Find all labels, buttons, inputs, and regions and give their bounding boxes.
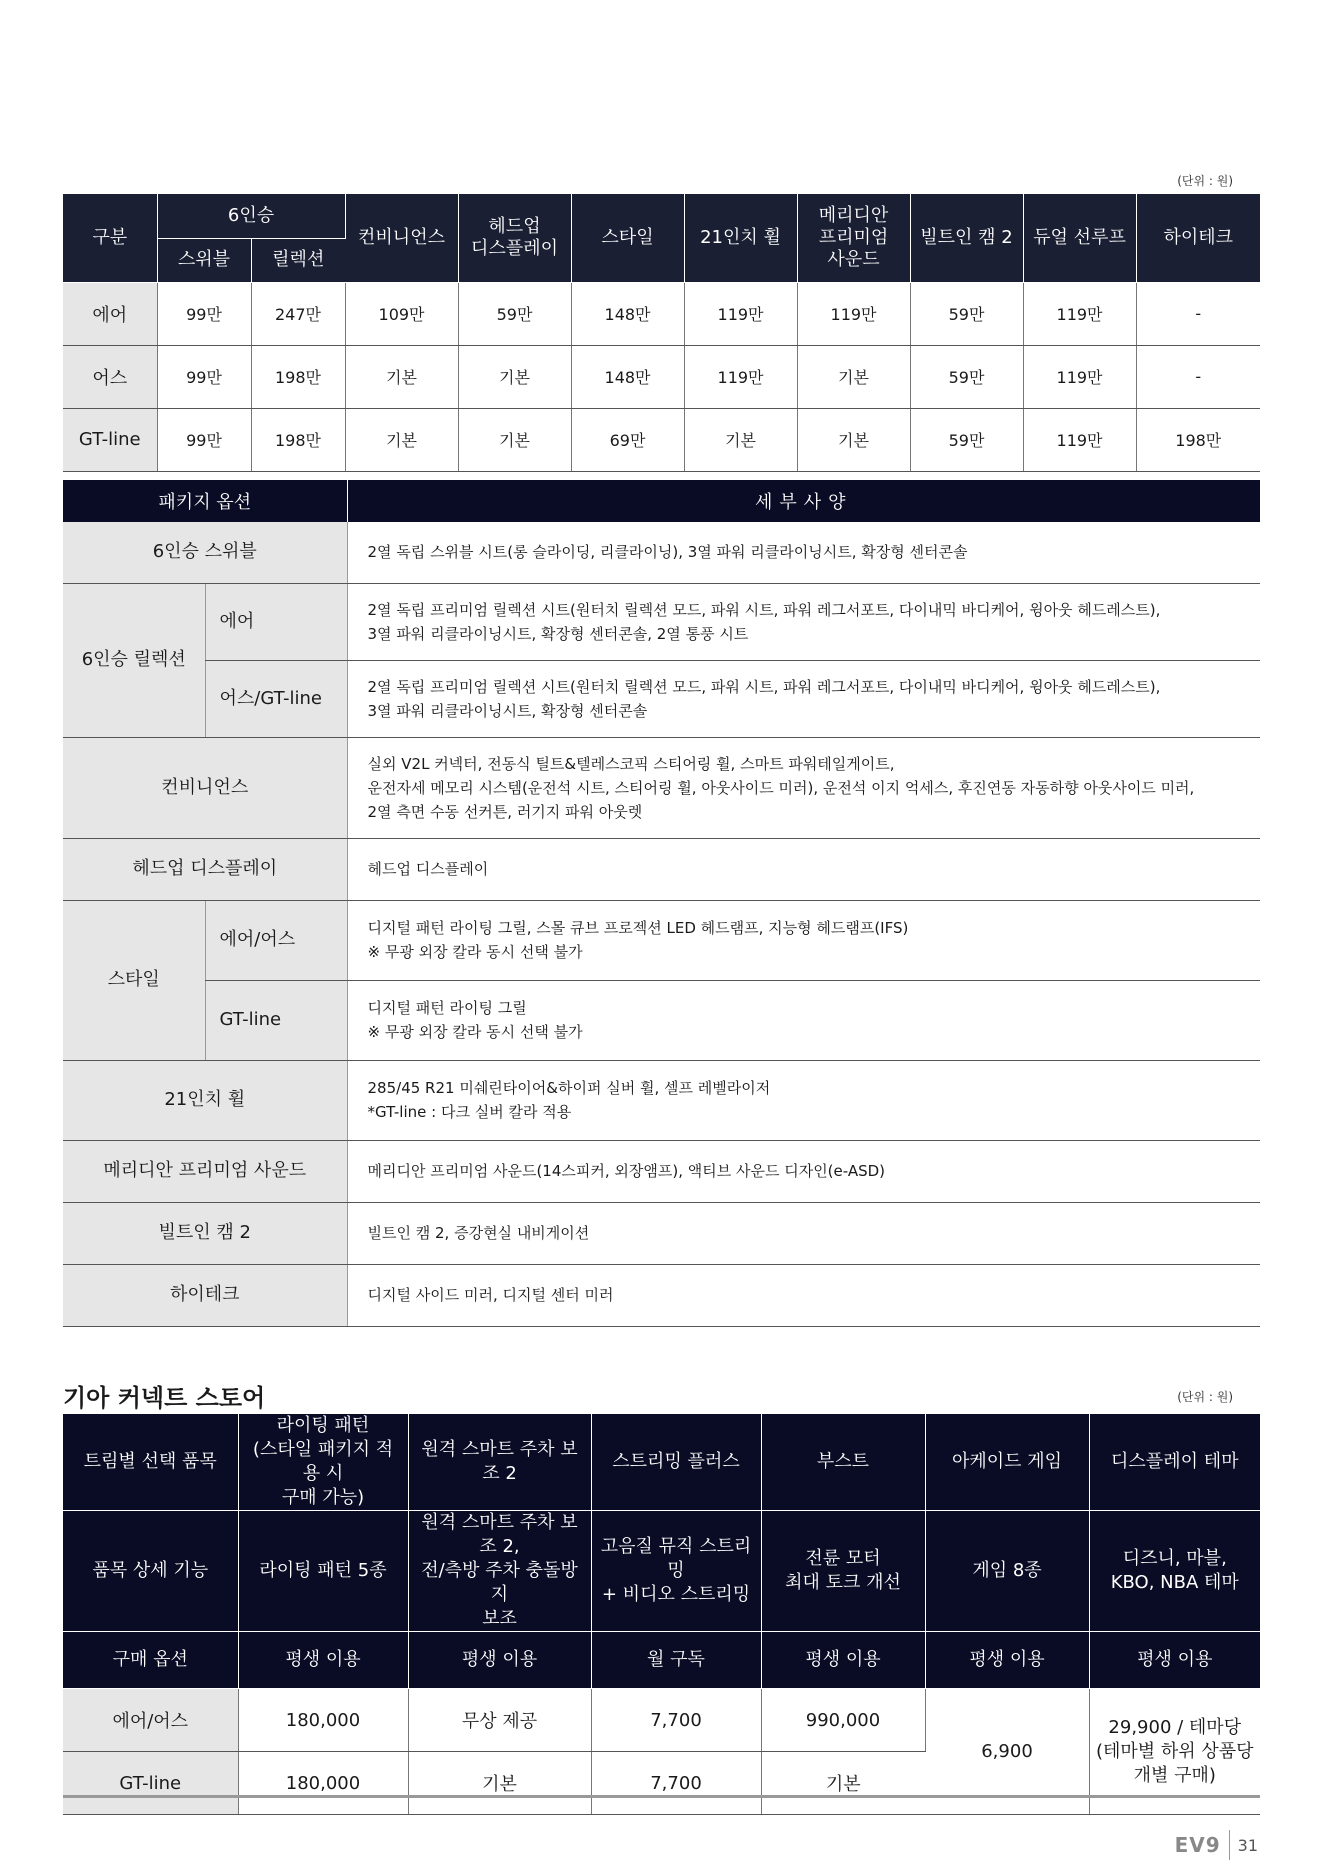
purchase-cell: 평생 이용 bbox=[238, 1632, 408, 1689]
store-title: 기아 커넥트 스토어 bbox=[63, 1384, 266, 1412]
purchase-cell: 평생 이용 bbox=[1089, 1632, 1260, 1689]
price-cell: 69만 bbox=[571, 408, 684, 471]
theme-price: 29,900 / 테마당 (테마별 하위 상품당 개별 구매) bbox=[1089, 1689, 1260, 1815]
table-row bbox=[63, 980, 1260, 1060]
table-row bbox=[63, 345, 1260, 408]
brand-name: EV9 bbox=[1174, 1833, 1221, 1857]
header-swivel: 스위블 bbox=[157, 238, 251, 282]
trim-label: 어스/GT-line bbox=[205, 660, 347, 737]
package-name: 헤드업 디스플레이 bbox=[63, 838, 347, 900]
purchase-cell: 평생 이용 bbox=[925, 1632, 1089, 1689]
price-cell: 247만 bbox=[251, 282, 345, 345]
package-name: 하이테크 bbox=[63, 1264, 347, 1326]
header-relaxation: 릴렉션 bbox=[251, 238, 345, 282]
table-row bbox=[63, 522, 1260, 583]
price-cell: 119만 bbox=[1023, 408, 1136, 471]
trim-label: GT-line bbox=[63, 1752, 238, 1815]
footer-separator bbox=[1229, 1830, 1230, 1860]
package-name: 스타일 bbox=[63, 900, 205, 1060]
purchase-cell: 평생 이용 bbox=[408, 1632, 591, 1689]
price-cell: 59만 bbox=[910, 282, 1023, 345]
trim-label: 에어/어스 bbox=[205, 900, 347, 980]
price-cell: 198만 bbox=[251, 408, 345, 471]
item-streaming: 스트리밍 플러스 bbox=[591, 1414, 761, 1511]
package-detail-table bbox=[63, 480, 1260, 1327]
trim-label: 에어 bbox=[63, 282, 157, 345]
package-detail: 헤드업 디스플레이 bbox=[347, 838, 1260, 900]
package-detail: 디지털 패턴 라이팅 그릴, 스몰 큐브 프로젝션 LED 헤드램프, 지능형 헤드램프(IFS) ※ 무광 외장 칼라 동시 선택 불가 bbox=[347, 900, 1260, 980]
header-package: 패키지 옵션 bbox=[63, 480, 347, 522]
trim-label: 에어/어스 bbox=[63, 1689, 238, 1752]
price-cell: 기본 bbox=[684, 408, 797, 471]
row-label-item: 트림별 선택 품목 bbox=[63, 1414, 238, 1511]
item-parking: 원격 스마트 주차 보조 2 bbox=[408, 1414, 591, 1511]
purchase-cell: 월 구독 bbox=[591, 1632, 761, 1689]
row-label-feature: 품목 상세 기능 bbox=[63, 1511, 238, 1632]
header-hud: 헤드업 디스플레이 bbox=[458, 194, 571, 282]
purchase-cell: 평생 이용 bbox=[761, 1632, 925, 1689]
price-cell: 99만 bbox=[157, 282, 251, 345]
price-cell: 기본 bbox=[797, 345, 910, 408]
package-detail: 2열 독립 스위블 시트(롱 슬라이딩, 리클라이닝), 3열 파워 리클라이닝시트, 확장형 센터콘솔 bbox=[347, 522, 1260, 583]
table-row bbox=[63, 838, 1260, 900]
row-label-purchase: 구매 옵션 bbox=[63, 1632, 238, 1689]
price-cell: 119만 bbox=[1023, 282, 1136, 345]
price-cell: 180,000 bbox=[238, 1752, 408, 1815]
price-cell: - bbox=[1136, 345, 1260, 408]
price-cell: 기본 bbox=[345, 345, 458, 408]
table-row bbox=[63, 1140, 1260, 1202]
price-cell: 119만 bbox=[797, 282, 910, 345]
header-sunroof: 듀얼 선루프 bbox=[1023, 194, 1136, 282]
price-cell: 기본 bbox=[345, 408, 458, 471]
header-detail: 세부사양 bbox=[347, 480, 1260, 522]
table-row bbox=[63, 1202, 1260, 1264]
table-row bbox=[63, 408, 1260, 471]
price-cell: 148만 bbox=[571, 345, 684, 408]
trim-label: 에어 bbox=[205, 583, 347, 660]
package-name: 6인승 릴렉션 bbox=[63, 583, 205, 737]
package-detail: 메리디안 프리미엄 사운드(14스피커, 외장앰프), 액티브 사운드 디자인(e-ASD) bbox=[347, 1140, 1260, 1202]
footer-divider bbox=[63, 1795, 1260, 1798]
feature-cell: 게임 8종 bbox=[925, 1511, 1089, 1632]
package-name: 빌트인 캠 2 bbox=[63, 1202, 347, 1264]
package-name: 메리디안 프리미엄 사운드 bbox=[63, 1140, 347, 1202]
item-boost: 부스트 bbox=[761, 1414, 925, 1511]
table-row bbox=[63, 583, 1260, 660]
table-row bbox=[63, 1689, 1260, 1752]
feature-cell: 고음질 뮤직 스트리밍 + 비디오 스트리밍 bbox=[591, 1511, 761, 1632]
package-detail: 실외 V2L 커넥터, 전동식 틸트&텔레스코픽 스티어링 휠, 스마트 파워테일게이트, 운전자세 메모리 시스템(운전석 시트, 스티어링 휠, 아웃사이드 미러), 운전석 이지 억세스, 후진연동 자동하향 아웃사이드 미러, 2열 측면 수동 선커튼, 러기지 파워 아웃렛 bbox=[347, 737, 1260, 838]
package-detail: 285/45 R21 미쉐린타이어&하이퍼 실버 휠, 셀프 레벨라이저 *GT-line : 다크 실버 칼라 적용 bbox=[347, 1060, 1260, 1140]
arcade-price: 6,900 bbox=[925, 1689, 1089, 1815]
price-cell: 기본 bbox=[797, 408, 910, 471]
header-meridian: 메리디안 프리미엄 사운드 bbox=[797, 194, 910, 282]
price-cell: 59만 bbox=[910, 345, 1023, 408]
table-row bbox=[63, 282, 1260, 345]
feature-cell: 라이팅 패턴 5종 bbox=[238, 1511, 408, 1632]
price-cell: - bbox=[1136, 282, 1260, 345]
price-cell: 99만 bbox=[157, 345, 251, 408]
price-cell: 7,700 bbox=[591, 1752, 761, 1815]
store-table bbox=[63, 1414, 1260, 1815]
package-name: 21인치 휠 bbox=[63, 1060, 347, 1140]
price-cell: 119만 bbox=[684, 282, 797, 345]
package-detail: 빌트인 캠 2, 증강현실 내비게이션 bbox=[347, 1202, 1260, 1264]
price-cell: 59만 bbox=[458, 282, 571, 345]
package-detail: 디지털 사이드 미러, 디지털 센터 미러 bbox=[347, 1264, 1260, 1326]
price-cell: 990,000 bbox=[761, 1689, 925, 1752]
price-cell: 119만 bbox=[1023, 345, 1136, 408]
table-row bbox=[63, 660, 1260, 737]
table-row bbox=[63, 900, 1260, 980]
price-cell: 119만 bbox=[684, 345, 797, 408]
table-row bbox=[63, 1264, 1260, 1326]
store-unit-label: (단위 : 원) bbox=[1177, 1390, 1233, 1404]
price-cell: 기본 bbox=[458, 345, 571, 408]
header-category: 구분 bbox=[63, 194, 157, 282]
table-row bbox=[63, 737, 1260, 838]
trim-label: 어스 bbox=[63, 345, 157, 408]
package-detail: 2열 독립 프리미엄 릴렉션 시트(원터치 릴렉션 모드, 파워 시트, 파워 레그서포트, 다이내믹 바디케어, 윙아웃 헤드레스트), 3열 파워 리클라이닝시트, 확장형 센터콘솔, 2열 통풍 시트 bbox=[347, 583, 1260, 660]
page-footer bbox=[1175, 1830, 1258, 1860]
header-convenience: 컨비니언스 bbox=[345, 194, 458, 282]
feature-cell: 원격 스마트 주차 보조 2, 전/측방 주차 충돌방지 보조 bbox=[408, 1511, 591, 1632]
trim-label: GT-line bbox=[205, 980, 347, 1060]
unit-label: (단위 : 원) bbox=[1177, 174, 1233, 188]
package-name: 컨비니언스 bbox=[63, 737, 347, 838]
item-theme: 디스플레이 테마 bbox=[1089, 1414, 1260, 1511]
price-cell: 59만 bbox=[910, 408, 1023, 471]
header-six-seat: 6인승 bbox=[157, 194, 345, 238]
header-style: 스타일 bbox=[571, 194, 684, 282]
trim-label: GT-line bbox=[63, 408, 157, 471]
table-row bbox=[63, 1060, 1260, 1140]
price-cell: 99만 bbox=[157, 408, 251, 471]
price-cell: 180,000 bbox=[238, 1689, 408, 1752]
feature-cell: 디즈니, 마블, KBO, NBA 테마 bbox=[1089, 1511, 1260, 1632]
package-detail: 2열 독립 프리미엄 릴렉션 시트(원터치 릴렉션 모드, 파워 시트, 파워 레그서포트, 다이내믹 바디케어, 윙아웃 헤드레스트), 3열 파워 리클라이닝시트, 확장형 센터콘솔 bbox=[347, 660, 1260, 737]
price-cell: 기본 bbox=[458, 408, 571, 471]
feature-cell: 전륜 모터 최대 토크 개선 bbox=[761, 1511, 925, 1632]
header-wheel: 21인치 휠 bbox=[684, 194, 797, 282]
item-arcade: 아케이드 게임 bbox=[925, 1414, 1089, 1511]
price-cell: 기본 bbox=[408, 1752, 591, 1815]
price-cell: 198만 bbox=[251, 345, 345, 408]
header-cam: 빌트인 캠 2 bbox=[910, 194, 1023, 282]
price-cell: 198만 bbox=[1136, 408, 1260, 471]
header-hitech: 하이테크 bbox=[1136, 194, 1260, 282]
item-lighting: 라이팅 패턴 (스타일 패키지 적용 시 구매 가능) bbox=[238, 1414, 408, 1511]
package-detail: 디지털 패턴 라이팅 그릴 ※ 무광 외장 칼라 동시 선택 불가 bbox=[347, 980, 1260, 1060]
page-number: 31 bbox=[1237, 1835, 1258, 1855]
price-cell: 109만 bbox=[345, 282, 458, 345]
price-cell: 148만 bbox=[571, 282, 684, 345]
price-cell: 무상 제공 bbox=[408, 1689, 591, 1752]
package-name: 6인승 스위블 bbox=[63, 522, 347, 583]
price-cell: 7,700 bbox=[591, 1689, 761, 1752]
price-cell: 기본 bbox=[761, 1752, 925, 1815]
option-price-table bbox=[63, 194, 1260, 472]
